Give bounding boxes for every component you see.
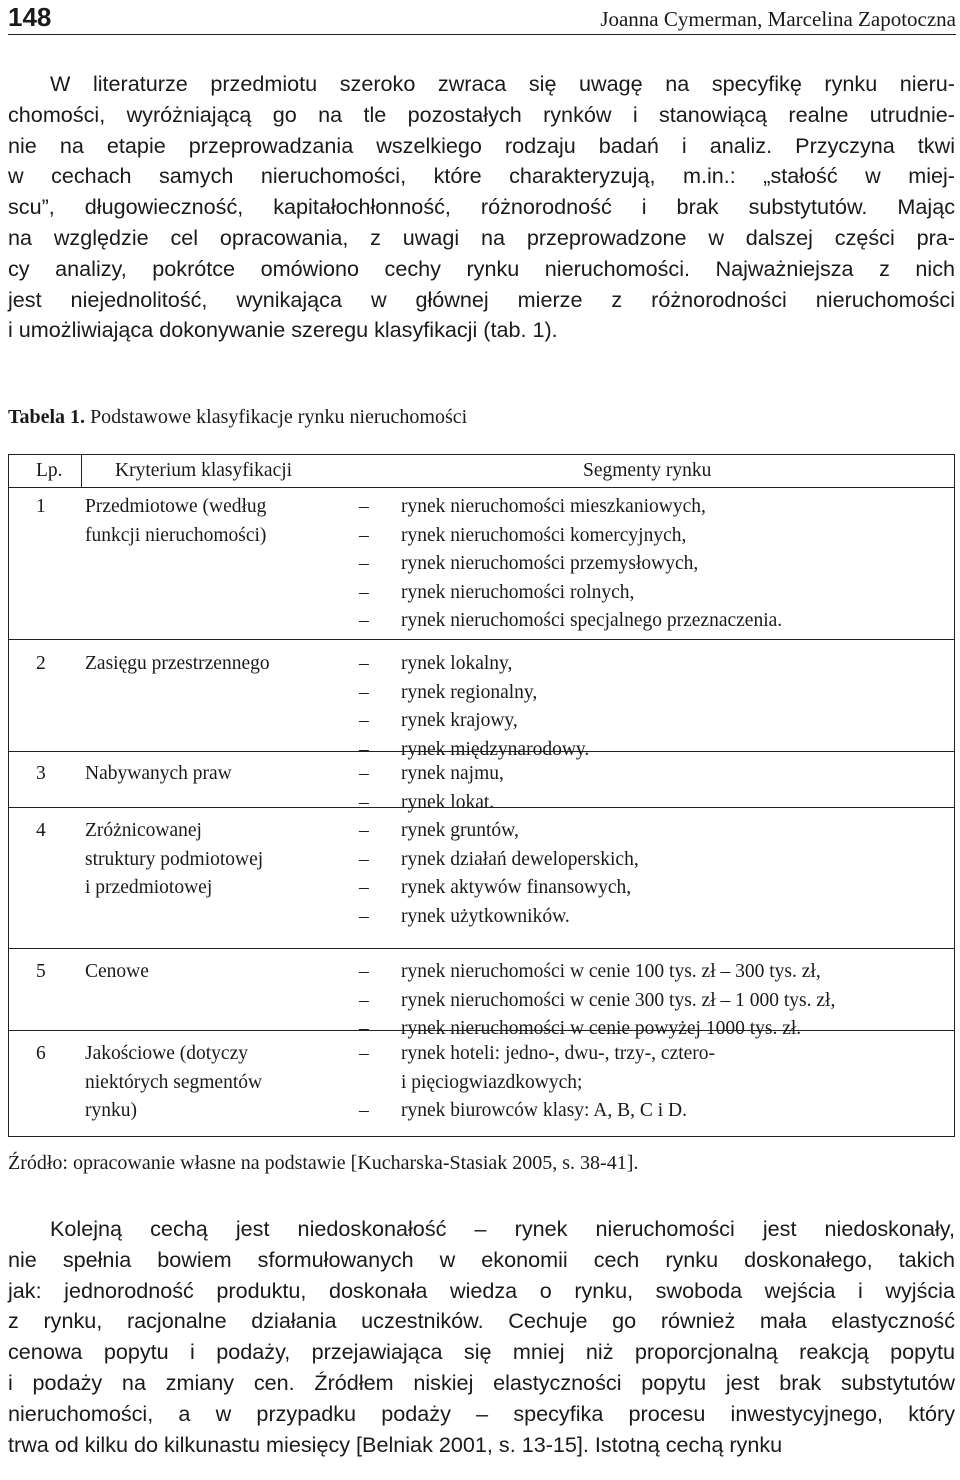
paragraph-line: nie na etapie przeprowadzania wszelkiego rodzaju badań i analiz. Przyczyna tkwi	[8, 132, 955, 158]
classification-table	[8, 454, 955, 1137]
segment-item	[359, 579, 634, 608]
criterion-text: niektórych segmentów	[85, 1071, 263, 1093]
dash-bullet: –	[359, 581, 369, 603]
criterion-text: rynku)	[85, 1100, 137, 1121]
segment-text: rynek nieruchomości rolnych,	[401, 581, 635, 603]
row-separator	[9, 751, 954, 752]
paragraph-line: nie spełnia bowiem sformułowanych w ekonomii cech rynku doskonałego, takich	[8, 1246, 955, 1272]
segment-item	[359, 789, 494, 818]
criterion-text: Cenowe	[85, 961, 149, 982]
dash-bullet: –	[359, 1018, 369, 1039]
table-caption	[8, 404, 467, 430]
segment-item	[359, 1069, 582, 1098]
table-source-note: Źródło: opracowanie własne na podstawie [Kucharska-Stasiak 2005, s. 38-41].	[8, 1152, 639, 1174]
row-number: 1	[36, 496, 46, 517]
segment-item	[359, 987, 835, 1016]
segment-text: i pięciogwiazdkowych;	[401, 1071, 583, 1093]
paragraph-line: jak: jednorodność produktu, doskonała wiedza o rynku, swoboda wejścia i wyjścia	[8, 1277, 955, 1303]
row-separator	[9, 807, 954, 808]
paragraph-line: scu”, długowieczność, kapitałochłonność, różnorodność i brak substytutów. Mając	[8, 194, 955, 220]
criterion-text: Jakościowe (dotyczy	[85, 1043, 248, 1064]
segment-text: rynek użytkowników.	[401, 905, 570, 927]
segment-item	[359, 679, 537, 708]
criterion-text: struktury podmiotowej	[85, 848, 264, 870]
segment-text: rynek międzynarodowy.	[401, 738, 590, 760]
row-separator	[9, 948, 954, 949]
table-header-row	[9, 455, 954, 488]
segment-item	[359, 707, 518, 736]
segment-text: rynek działań deweloperskich,	[401, 848, 639, 870]
segment-text: rynek nieruchomości w cenie 100 tys. zł – 300 tys. zł,	[401, 961, 821, 982]
segment-text: rynek nieruchomości komercyjnych,	[401, 524, 687, 546]
segment-item	[359, 760, 504, 789]
paragraph-line: W literaturze przedmiotu szeroko zwraca się uwagę na specyfikę rynku nieru-	[50, 71, 955, 96]
paragraph-line: nieruchomości, a w przypadku podaży – specyfika procesu inwestycyjnego, który	[8, 1400, 955, 1426]
dash-bullet: –	[359, 848, 369, 870]
table-caption-label: Tabela 1.	[8, 406, 86, 428]
paragraph-line: na względzie cel opracowania, z uwagi na przeprowadzone w dalszej części pra-	[8, 224, 955, 250]
dash-bullet: –	[359, 989, 369, 1011]
dash-bullet: –	[359, 961, 369, 982]
segment-text: rynek biurowców klasy: A, B, C i D.	[401, 1100, 687, 1121]
row-separator	[9, 639, 954, 640]
dash-bullet: –	[359, 763, 369, 784]
header-criterion: Kryterium klasyfikacji	[115, 460, 293, 481]
segment-item	[359, 550, 698, 579]
segment-text: rynek nieruchomości specjalnego przeznaczenia.	[401, 610, 783, 631]
paragraph-line: i podaży na zmiany cen. Źródłem niskiej elastyczności popytu jest brak substytutów	[8, 1369, 955, 1395]
paragraph-line: chomości, wyróżniającą go na tle pozostałych rynków i stanowiącą realne utrudnie-	[8, 101, 955, 127]
dash-bullet: –	[359, 905, 369, 927]
dash-bullet: –	[359, 710, 369, 731]
row-number: 6	[36, 1043, 46, 1064]
paragraph-line: cy analizy, pokrótce omówiono cechy rynku nieruchomości. Najważniejsza z nich	[8, 255, 955, 281]
criterion-text: Nabywanych praw	[85, 763, 232, 784]
segment-item	[359, 874, 631, 903]
paragraph-line: jest niejednolitość, wynikająca w głównej mierze z różnorodności nieruchomości	[8, 286, 955, 312]
paragraph-line: cenowa popytu i podaży, przejawiająca się mniej niż proporcjonalną reakcją popytu	[8, 1339, 955, 1365]
header-divider	[81, 455, 82, 487]
segment-text: rynek nieruchomości w cenie powyżej 1000 tys. zł.	[401, 1018, 802, 1039]
row-number: 4	[36, 820, 46, 841]
paragraph-line: w cechach samych nieruchomości, które charakteryzują, m.in.: „stałość w miej-	[8, 163, 955, 189]
segment-item	[359, 522, 686, 551]
segment-item	[359, 493, 706, 522]
row-number: 3	[36, 763, 46, 784]
segment-text: rynek lokalny,	[401, 653, 513, 674]
criterion-text: Przedmiotowe (według	[85, 496, 267, 517]
criterion-text: Zróżnicowanej	[85, 820, 202, 841]
row-separator	[9, 1030, 954, 1031]
paragraph-line: trwa od kilku do kilkunastu miesięcy [Belniak 2001, s. 13-15]. Istotną cechą rynku	[8, 1431, 783, 1457]
segment-text: rynek lokat.	[401, 791, 495, 813]
dash-bullet: –	[359, 610, 369, 631]
header-segments: Segmenty rynku	[583, 460, 712, 481]
segment-item	[359, 650, 512, 679]
segment-text: rynek nieruchomości przemysłowych,	[401, 553, 699, 574]
dash-bullet: –	[359, 877, 369, 898]
paragraph-line: z rynku, racjonalne działania uczestników. Cechuje go również mała elastyczność	[8, 1308, 955, 1334]
segment-item	[359, 1040, 715, 1069]
criterion-text: i przedmiotowej	[85, 877, 213, 898]
header-lp: Lp.	[36, 460, 63, 481]
segment-text: rynek krajowy,	[401, 710, 518, 731]
dash-bullet: –	[359, 791, 369, 813]
closing-paragraph	[8, 1214, 955, 1460]
segment-text: rynek regionalny,	[401, 681, 538, 703]
paragraph-line: i umożliwiająca dokonywanie szeregu klasyfikacji (tab. 1).	[8, 317, 558, 343]
paragraph-line: Kolejną cechą jest niedoskonałość – rynek nieruchomości jest niedoskonały,	[50, 1216, 955, 1241]
dash-bullet: –	[359, 1043, 369, 1064]
row-number: 2	[36, 653, 46, 674]
segment-item	[359, 903, 570, 932]
segment-text: rynek aktywów finansowych,	[401, 877, 632, 898]
dash-bullet: –	[359, 653, 369, 674]
segment-text: rynek gruntów,	[401, 820, 519, 841]
criterion-text: funkcji nieruchomości)	[85, 524, 267, 546]
intro-paragraph	[8, 69, 955, 346]
segment-item	[359, 1097, 687, 1126]
dash-bullet: –	[359, 496, 369, 517]
dash-bullet: –	[359, 738, 369, 760]
segment-item	[359, 607, 782, 636]
page-header	[8, 2, 956, 35]
segment-text: rynek nieruchomości w cenie 300 tys. zł – 1 000 tys. zł,	[401, 989, 836, 1011]
page-number: 148	[8, 2, 52, 32]
segment-item	[359, 817, 519, 846]
segment-text: rynek nieruchomości mieszkaniowych,	[401, 496, 706, 517]
dash-bullet: –	[359, 524, 369, 546]
segment-text: rynek najmu,	[401, 763, 504, 784]
dash-bullet: –	[359, 681, 369, 703]
criterion-text: Zasięgu przestrzennego	[85, 653, 270, 674]
dash-bullet: –	[359, 553, 369, 574]
segment-item	[359, 846, 639, 875]
running-head-authors: Joanna Cymerman, Marcelina Zapotoczna	[600, 7, 956, 31]
dash-bullet: –	[359, 1100, 369, 1121]
table-caption-text: Podstawowe klasyfikacje rynku nieruchomości	[85, 406, 468, 428]
segment-item	[359, 958, 821, 987]
dash-bullet: –	[359, 820, 369, 841]
segment-text: rynek hoteli: jedno-, dwu-, trzy-, cztero-	[401, 1043, 716, 1064]
row-number: 5	[36, 961, 46, 982]
